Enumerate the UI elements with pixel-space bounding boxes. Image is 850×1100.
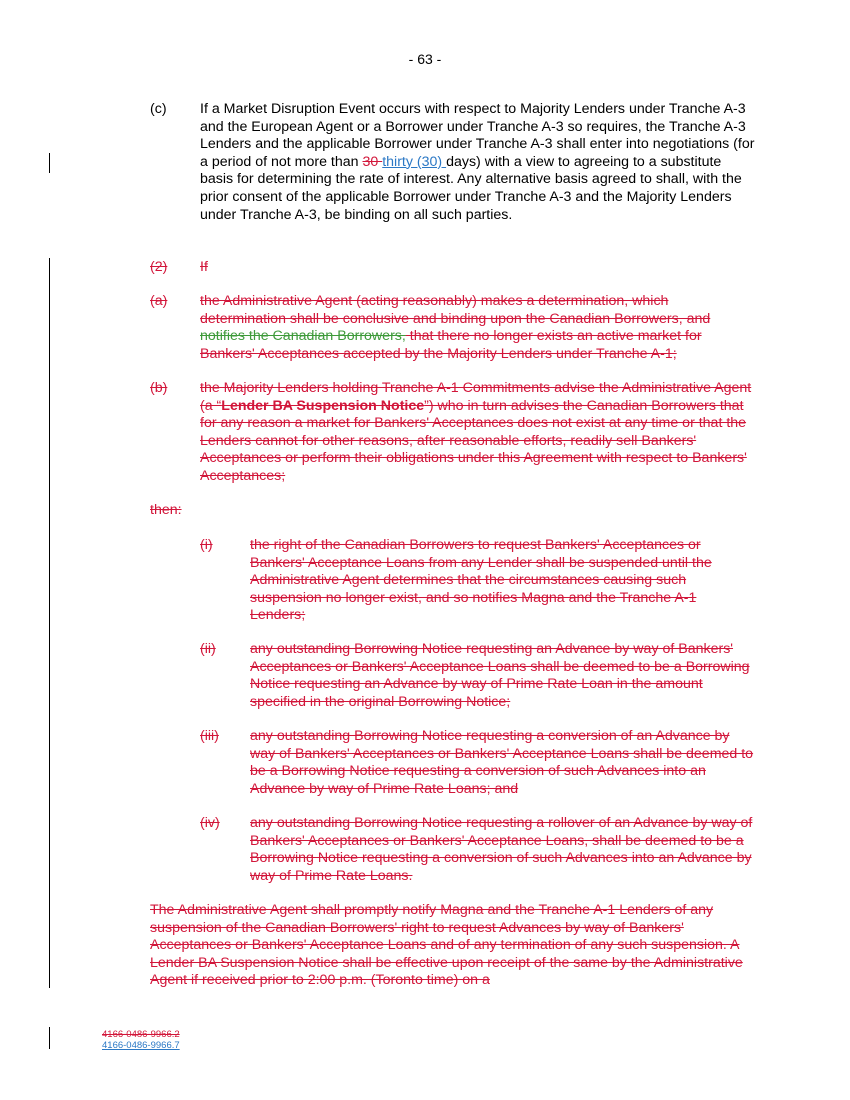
item-text: the right of the Canadian Borrowers to request Bankers' Acceptances or Bankers' Acceptance Loans from any Lender shall be suspended until the Administrative Agent determines that the circumstances causing such suspension no longer exist, and so notifies Magna and the Tranche A-1 Lenders; — [250, 537, 712, 624]
footer-old-doc-id: 4166-0486-9966.2 — [102, 1029, 180, 1040]
inserted-text: thirty (30) — [382, 153, 447, 170]
item-label: (iii) — [200, 728, 219, 744]
item-label: (iv) — [200, 815, 220, 831]
closing-paragraph: The Administrative Agent shall promptly notify Magna and the Tranche A-1 Lenders of any suspension of the Canadian Borrowers' right to request Advances by way of Bankers' Acceptances or Bankers' Acceptance Loans and of any termination of any such suspension. A Lender BA Suspension Notice shall be effective upon receipt of the same by the Administrative Agent if received prior to 2:00 p.m. (Toronto time) on a — [150, 902, 743, 989]
change-bar — [49, 1027, 50, 1049]
para-b-text — [200, 380, 755, 486]
para-2-text: If — [200, 259, 208, 275]
item-text: any outstanding Borrowing Notice requesting a rollover of an Advance by way of Bankers' Acceptances or Bankers' Acceptance Loans, shall be deemed to be a Borrowing Notice requesting a conversion of such Advances into an Advance by way of Prime Rate Loans. — [250, 815, 753, 884]
deleted-text: 30 — [362, 153, 383, 170]
item-text: any outstanding Borrowing Notice requesting an Advance by way of Bankers' Acceptances or Bankers' Acceptance Loans shall be deemed to be a Borrowing Notice requesting an Advance by way of Prime Rate Loan in the amount specified in the original Borrowing Notice; — [250, 641, 750, 710]
change-bar — [49, 258, 50, 988]
para-c-text — [200, 101, 755, 224]
defined-term: Lender BA Suspension Notice — [221, 397, 425, 414]
item-label: (ii) — [200, 641, 216, 657]
item-label: (i) — [200, 537, 213, 553]
para-c-text-1: If a Market Disruption Event occurs with respect to Majority Lenders under Tranche A-3 and the European Agent or a Borrower under Tranche A-3 so requires, the Tranche A-3 Lenders and the applicable Borrower under Tranche A-3 shall enter into negotiations (for a period of not more than — [200, 101, 755, 170]
item-text: any outstanding Borrowing Notice requesting a conversion of an Advance by way of Bankers' Acceptances or Bankers' Acceptance Loans shall be deemed to be a Borrowing Notice requesting a conversion of such Advances into an Advance by way of Prime Rate Loans; and — [250, 728, 754, 797]
para-c-label: (c) — [150, 101, 167, 117]
change-bar — [49, 153, 50, 173]
para-a-text-2: that there no longer exists an active market for Bankers' Acceptances accepted by the Majority Lenders under Tranche A-1; — [200, 328, 702, 362]
para-a-label: (a) — [150, 293, 168, 309]
para-a-text — [200, 293, 755, 363]
para-a-text-1: the Administrative Agent (acting reasonably) makes a determination, which determination shall be conclusive and binding upon the Canadian Borrowers, and — [200, 293, 711, 327]
then-label: then: — [150, 502, 182, 518]
para-c-text-2: days) with a view to agreeing to a substitute basis for determining the rate of interest. Any alternative basis agreed to shall, with the prior consent of the applicable Borrower under Tranche A-3 and the Majority Lenders under Tranche A-3, be binding on all such parties. — [200, 153, 742, 223]
para-b-label: (b) — [150, 380, 168, 396]
footer-new-doc-id: 4166-0486-9966.7 — [102, 1040, 180, 1051]
para-b-text-1: the Majority Lenders holding Tranche A-1 Commitments advise the Administrative Agent (a “ — [200, 380, 752, 414]
para-b-text-2: ”) who in turn advises the Canadian Borrowers that for any reason a market for Bankers' Acceptances does not exist at any time or that the Lenders cannot for other reasons, after reasonable efforts, readily sell Bankers' Acceptances or perform their obligations under this Agreement with respect to Bankers' Acceptances; — [200, 397, 747, 484]
para-2-label: (2) — [150, 259, 168, 275]
page-number: - 63 - — [408, 51, 442, 67]
moved-text: notifies the Canadian Borrowers, — [200, 328, 406, 345]
